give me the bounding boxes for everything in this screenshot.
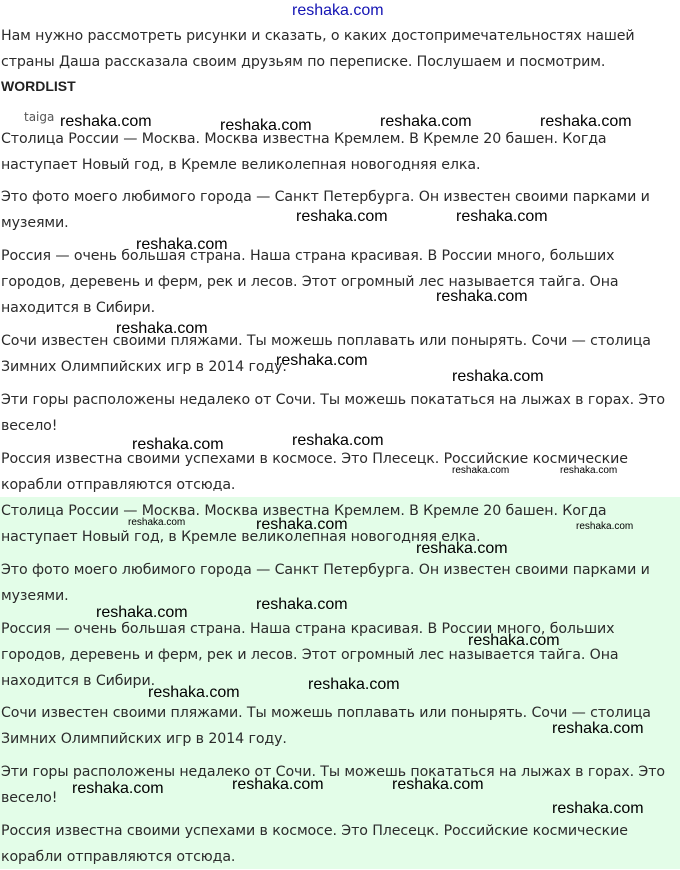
watermark: reshaka.com xyxy=(552,720,644,737)
task-paragraph: Россия — очень большая страна. Наша страна красивая. В России много, больших городов, деревень и ферм, рек и лесов. Этот огромный лес называется тайга. Она находится в Сибири. xyxy=(1,248,619,316)
watermark: reshaka.com xyxy=(560,465,618,476)
watermark: reshaka.com xyxy=(116,320,208,337)
watermark: reshaka.com xyxy=(136,236,228,253)
watermark: reshaka.com xyxy=(232,776,324,793)
answer-paragraph: Россия известна своими успехами в космосе. Это Плесецк. Российские космические корабли отправляются отсюда. xyxy=(1,823,628,865)
watermark: reshaka.com xyxy=(148,684,240,701)
watermark: reshaka.com xyxy=(72,780,164,797)
watermark: reshaka.com xyxy=(468,632,560,649)
answer-paragraph: Сочи известен своими пляжами. Ты можешь поплавать или понырять. Сочи — столица Зимних Олимпийских игр в 2014 году. xyxy=(1,705,651,747)
intro-text: Нам нужно рассмотреть рисунки и сказать, о каких достопримечательностях нашей страны Даша рассказала своим друзьям по переписке. Послушаем и посмотрим. xyxy=(1,28,635,70)
answer-paragraph: Столица России — Москва. Москва известна Кремлем. В Кремле 20 башен. Когда наступает Новый год, в Кремле великолепная новогодняя елка. xyxy=(1,503,607,545)
task-paragraph: Россия известна своими успехами в космосе. Это Плесецк. Российские космические корабли отправляются отсюда. xyxy=(1,451,628,493)
watermark: reshaka.com xyxy=(276,352,368,369)
watermark: reshaka.com xyxy=(256,596,348,613)
watermark: reshaka.com xyxy=(132,436,224,453)
watermark: reshaka.com xyxy=(296,208,388,225)
watermark: reshaka.com xyxy=(452,465,510,476)
watermark: reshaka.com xyxy=(308,676,400,693)
watermark: reshaka.com xyxy=(96,604,188,621)
task-paragraph: Столица России — Москва. Москва известна Кремлем. В Кремле 20 башен. Когда наступает Новый год, в Кремле великолепная новогодняя елка. xyxy=(1,131,607,173)
answer-paragraph: Это фото моего любимого города — Санкт Петербурга. Он известен своими парками и музеями. xyxy=(1,562,650,604)
watermark: reshaka.com xyxy=(256,516,348,533)
watermark: reshaka.com xyxy=(60,113,152,130)
answer-paragraph: Россия — очень большая страна. Наша страна красивая. В России много, больших городов, деревень и ферм, рек и лесов. Этот огромный лес называется тайга. Она находится в Сибири. xyxy=(1,621,619,689)
task-paragraph: Это фото моего любимого города — Санкт Петербурга. Он известен своими парками и музеями. xyxy=(1,189,650,231)
task-paragraph: Эти горы расположены недалеко от Сочи. Ты можешь покататься на лыжах в горах. Это весело! xyxy=(1,392,665,434)
watermark: reshaka.com xyxy=(576,521,634,532)
watermark: reshaka.com xyxy=(436,288,528,305)
watermark: reshaka.com xyxy=(552,800,644,817)
task-paragraph: Сочи известен своими пляжами. Ты можешь поплавать или понырять. Сочи — столица Зимних Олимпийских игр в 2014 году. xyxy=(1,333,651,375)
watermark: reshaka.com xyxy=(392,776,484,793)
wordlist-heading: WORDLIST xyxy=(1,78,76,94)
watermark: reshaka.com xyxy=(452,368,544,385)
watermark: reshaka.com xyxy=(292,432,384,449)
wordlist-cut-text: taiga xyxy=(24,110,55,124)
answer-paragraph: Эти горы расположены недалеко от Сочи. Ты можешь покататься на лыжах в горах. Это весело! xyxy=(1,764,665,806)
site-header-link[interactable]: reshaka.com xyxy=(292,2,384,19)
watermark: reshaka.com xyxy=(540,113,632,130)
watermark: reshaka.com xyxy=(128,517,186,528)
watermark: reshaka.com xyxy=(416,540,508,557)
watermark: reshaka.com xyxy=(456,208,548,225)
watermark: reshaka.com xyxy=(380,113,472,130)
watermark: reshaka.com xyxy=(220,117,312,134)
